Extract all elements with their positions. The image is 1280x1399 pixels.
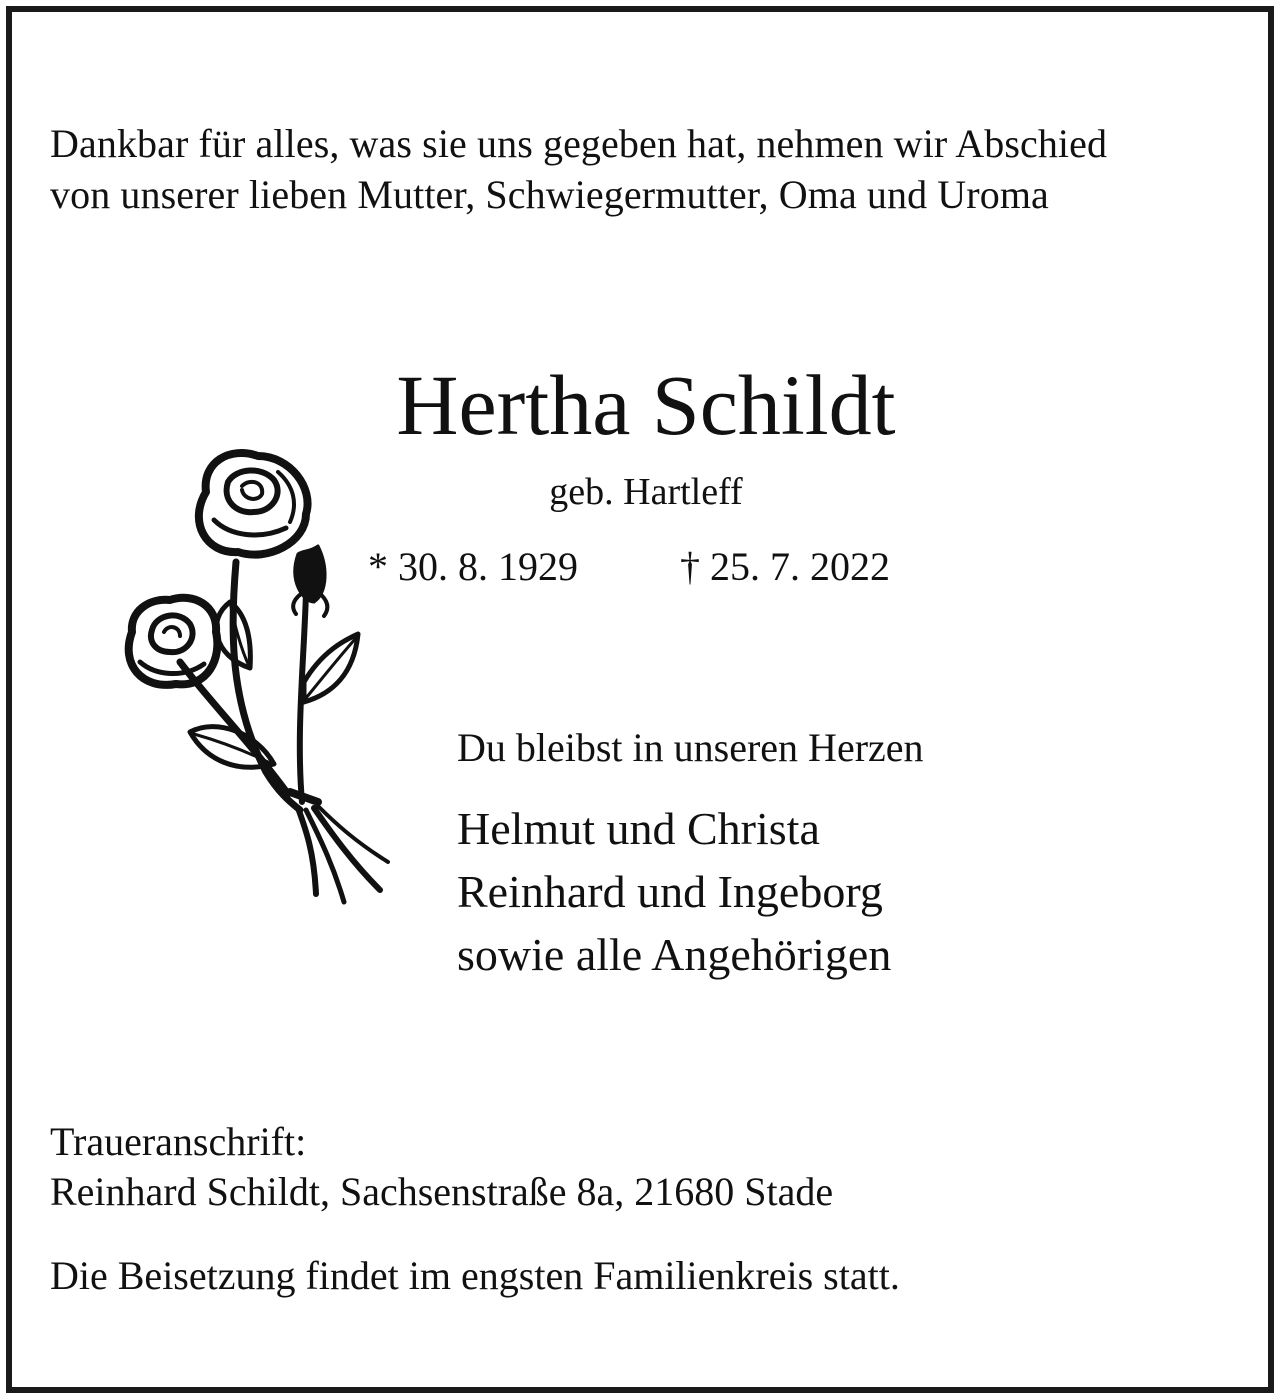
deceased-name: Hertha Schildt [396,357,896,453]
roses-bouquet-icon [118,442,398,922]
obituary-notice [6,6,1274,1393]
address-label: Traueranschrift: [50,1119,307,1164]
mourner-line: sowie alle Angehörigen [457,929,892,980]
mourning-address: Reinhard Schildt, Sachsenstraße 8a, 21680 Stade [50,1169,834,1214]
mourner-line: Helmut und Christa [457,803,820,854]
mourner-line: Reinhard und Ingeborg [457,866,883,917]
birth-name: geb. Hartleff [549,471,743,513]
intro-line-2: von unserer lieben Mutter, Schwiegermutter, Oma und Uroma [50,172,1049,217]
motto-text: Du bleibst in unseren Herzen [457,725,924,770]
funeral-note: Die Beisetzung findet im engsten Familienkreis statt. [50,1253,900,1298]
birth-date: * 30. 8. 1929 [368,544,578,589]
intro-line-1: Dankbar für alles, was sie uns gegeben hat, nehmen wir Abschied [50,121,1108,166]
death-date: † 25. 7. 2022 [680,544,890,589]
